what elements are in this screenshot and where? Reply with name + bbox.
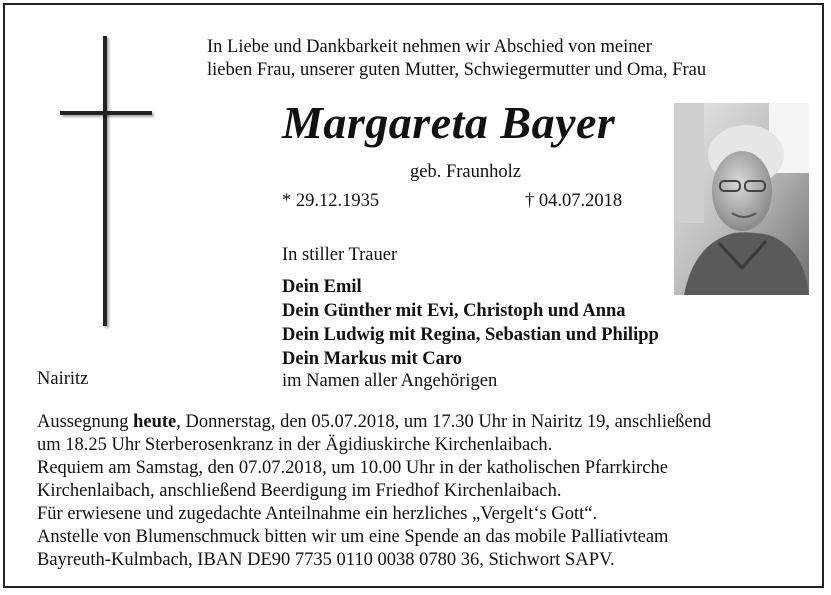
details-line-1 (37, 411, 711, 434)
details-line-1-start: Aussegnung (37, 412, 134, 432)
details-line-5: Für erwiesene und zugedachte Anteilnahme ein herzliches „Vergelt‘s Gott“. (37, 504, 598, 524)
birth-name: geb. Fraunholz (410, 162, 521, 182)
portrait-image (674, 103, 809, 295)
details-today: heute (133, 412, 177, 432)
intro-text (207, 36, 706, 82)
birth-date: * 29.12.1935 (282, 191, 380, 211)
place-name: Nairitz (37, 369, 89, 389)
details-line-2: um 18.25 Uhr Sterberosenkranz in der Ägidiuskirche Kirchenlaibach. (37, 435, 553, 455)
family-member: Dein Ludwig mit Regina, Sebastian und Philipp (282, 325, 659, 345)
service-details (37, 411, 711, 572)
details-line-3: Requiem am Samstag, den 07.07.2018, um 10.00 Uhr in der katholischen Pfarrkirche (37, 458, 668, 478)
details-line-6: Anstelle von Blumenschmuck bitten wir um eine Spende an das mobile Palliativteam (37, 527, 669, 547)
mourning-label: In stiller Trauer (282, 245, 398, 265)
death-date: † 04.07.2018 (525, 191, 623, 211)
family-member: Dein Markus mit Caro (282, 349, 463, 369)
intro-line-2: lieben Frau, unserer guten Mutter, Schwiegermutter und Oma, Frau (207, 60, 707, 80)
deceased-name: Margareta Bayer (282, 97, 616, 148)
family-member: Dein Günther mit Evi, Christoph und Anna (282, 301, 626, 321)
intro-line-1: In Liebe und Dankbarkeit nehmen wir Abschied von meiner (207, 37, 652, 57)
family-list (282, 276, 659, 372)
cross-icon (58, 36, 158, 328)
family-member: Dein Emil (282, 277, 362, 297)
details-line-1-end: , Donnerstag, den 05.07.2018, um 17.30 Uhr in Nairitz 19, anschließend (176, 412, 712, 432)
portrait-photo (674, 103, 809, 295)
relatives-line: im Namen aller Angehörigen (282, 371, 498, 391)
details-line-7: Bayreuth-Kulmbach, IBAN DE90 7735 0110 0038 0780 36, Stichwort SAPV. (37, 550, 615, 570)
details-line-4: Kirchenlaibach, anschließend Beerdigung im Friedhof Kirchenlaibach. (37, 481, 562, 501)
